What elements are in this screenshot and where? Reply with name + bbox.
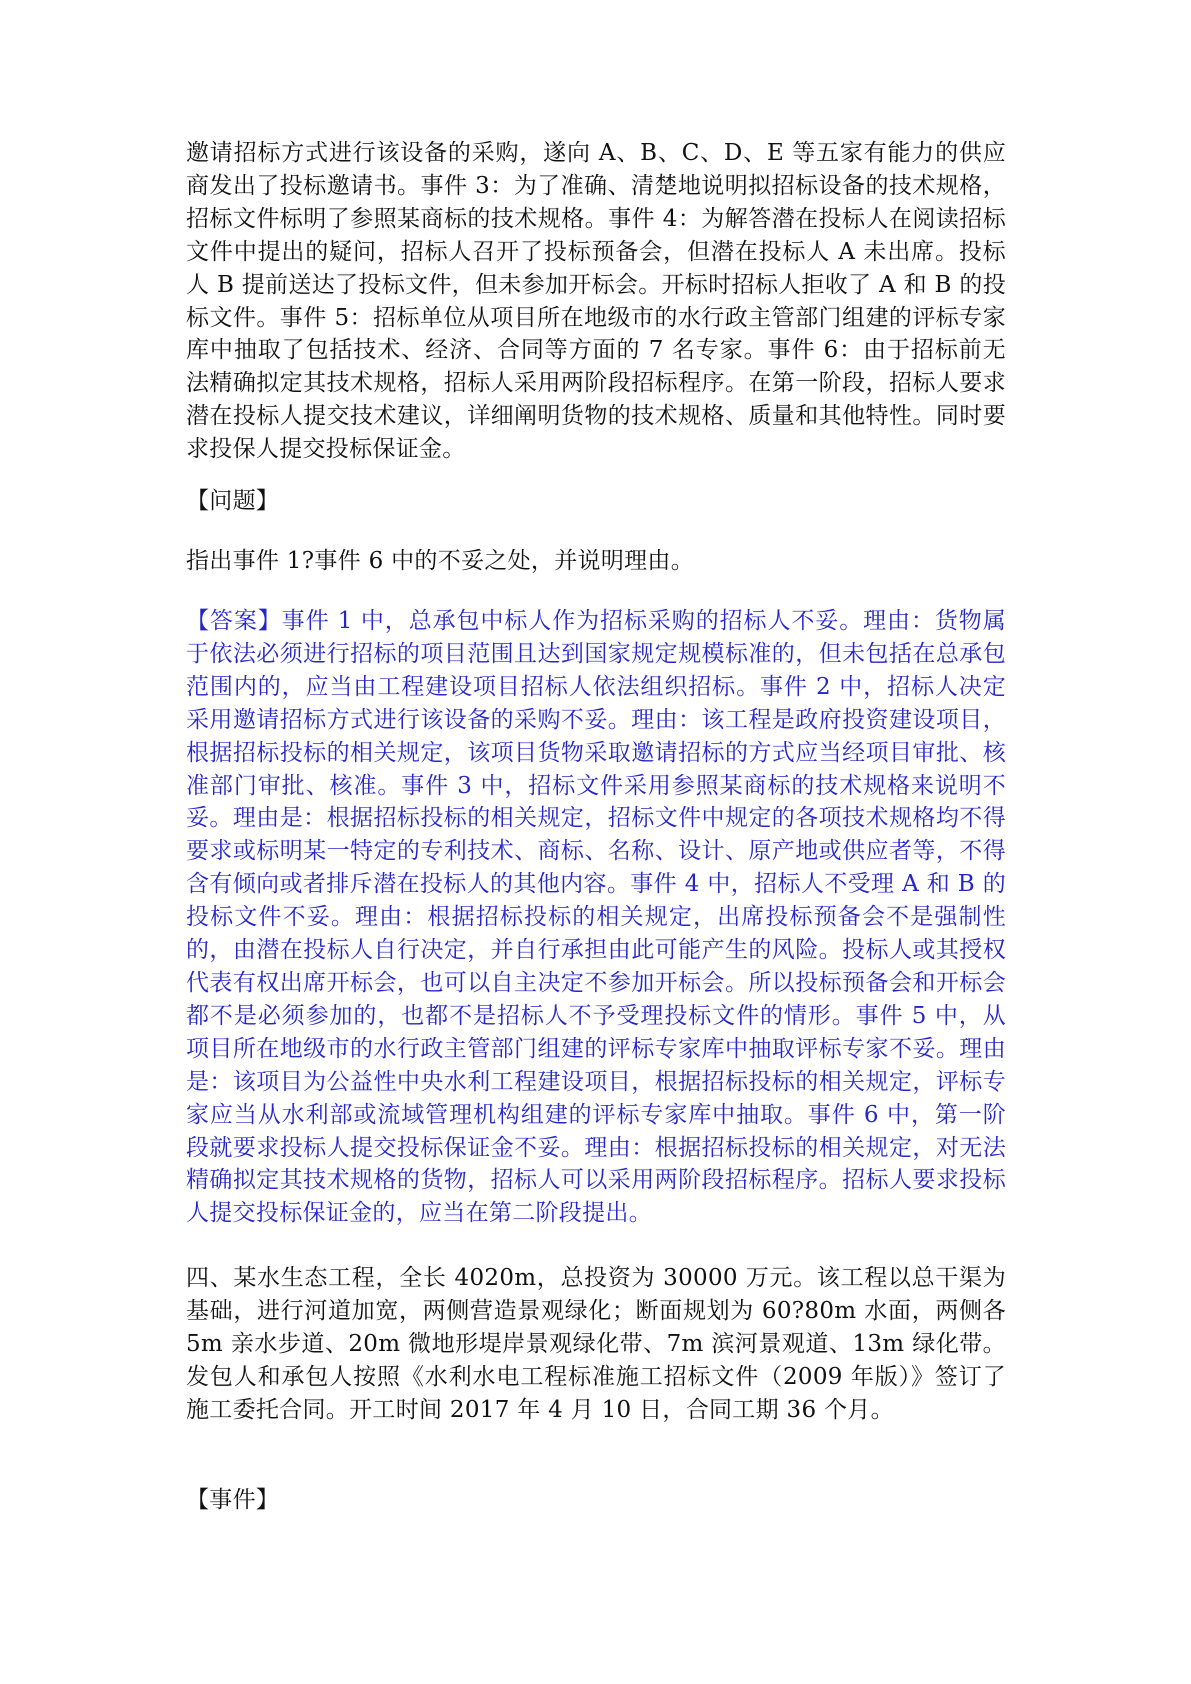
answer-tag: 【答案】 [186, 608, 282, 634]
question-text: 指出事件 1?事件 6 中的不妥之处，并说明理由。 [186, 548, 695, 574]
question-heading: 【问题】 [186, 488, 280, 514]
intro-paragraph: 邀请招标方式进行该设备的采购，遂向 A、B、C、D、E 等五家有能力的供应商发出了投标邀请书。事件 3：为了准确、清楚地说明拟招标设备的技术规格，招标文件标明了参照某商标的技术规格。事件 4：为解答潜在投标人在阅读招标文件中提出的疑问，招标人召开了投标预备会，但潜在投标人 A 未出席。投标人 B 提前送达了投标文件，但未参加开标会。开标时招标人拒收了 A 和 B 的投标文件。事件 5：招标单位从项目所在地级市的水行政主管部门组建的评标专家库中抽取了包括技术、经济、合同等方面的 7 名专家。事件 6：由于招标前无法精确拟定其技术规格，招标人采用两阶段招标程序。在第一阶段，招标人要求潜在投标人提交技术建议，详细阐明货物的技术规格、质量和其他特性。同时要求投保人提交投标保证金。 [186, 140, 1006, 463]
event-heading: 【事件】 [186, 1487, 280, 1513]
answer-paragraph [186, 605, 1006, 1230]
answer-text: 事件 1 中，总承包中标人作为招标采购的招标人不妥。理由：货物属于依法必须进行招标的项目范围且达到国家规定规模标准的，但未包括在总承包范围内的，应当由工程建设项目招标人依法组织招标。事件 2 中，招标人决定采用邀请招标方式进行该设备的采购不妥。理由：该工程是政府投资建设项目，根据招标投标的相关规定，该项目货物采取邀请招标的方式应当经项目审批、核准部门审批、核准。事件 3 中，招标文件采用参照某商标的技术规格来说明不妥。理由是：根据招标投标的相关规定，招标文件中规定的各项技术规格均不得要求或标明某一特定的专利技术、商标、名称、设计、原产地或供应者等，不得含有倾向或者排斥潜在投标人的其他内容。事件 4 中，招标人不受理 A 和 B 的投标文件不妥。理由：根据招标投标的相关规定，出席投标预备会不是强制性的，由潜在投标人自行决定，并自行承担由此可能产生的风险。投标人或其授权代表有权出席开标会，也可以自主决定不参加开标会。所以投标预备会和开标会都不是必须参加的，也都不是招标人不予受理投标文件的情形。事件 5 中，从项目所在地级市的水行政主管部门组建的评标专家库中抽取评标专家不妥。理由是：该项目为公益性中央水利工程建设项目，根据招标投标的相关规定，评标专家应当从水利部或流域管理机构组建的评标专家库中抽取。事件 6 中，第一阶段就要求投标人提交投标保证金不妥。理由：根据招标投标的相关规定，对无法精确拟定其技术规格的货物，招标人可以采用两阶段招标程序。招标人要求投标人提交投标保证金的，应当在第二阶段提出。 [186, 608, 1007, 1227]
case4-paragraph: 四、某水生态工程，全长 4020m，总投资为 30000 万元。该工程以总干渠为基础，进行河道加宽，两侧营造景观绿化；断面规划为 60?80m 水面，两侧各 5m 亲水步道、20m 微地形堤岸景观绿化带、7m 滨河景观道、13m 绿化带。发包人和承包人按照《水利水电工程标准施工招标文件（2009 年版）》签订了施工委托合同。开工时间 2017 年 4 月 10 日，合同工期 36 个月。 [186, 1265, 1006, 1423]
